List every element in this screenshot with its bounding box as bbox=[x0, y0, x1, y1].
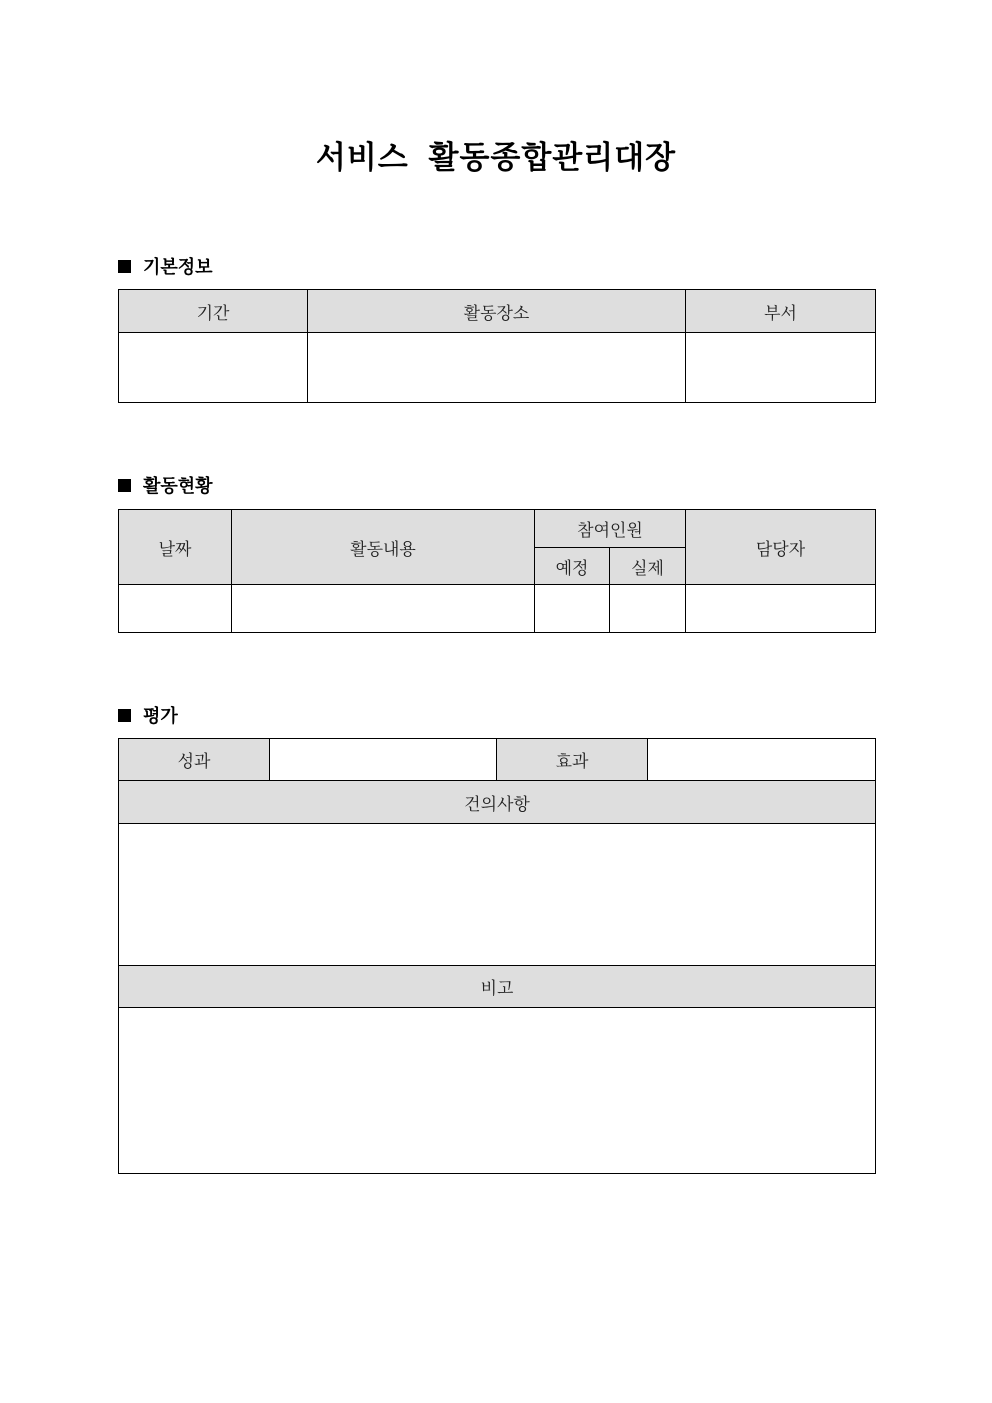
manager-field[interactable] bbox=[686, 585, 876, 633]
planned-field[interactable] bbox=[535, 585, 610, 633]
suggestions-field[interactable] bbox=[119, 824, 876, 966]
square-bullet-icon bbox=[118, 709, 131, 722]
manager-header: 담당자 bbox=[686, 510, 876, 585]
period-header: 기간 bbox=[119, 290, 308, 333]
location-header: 활동장소 bbox=[308, 290, 686, 333]
department-header: 부서 bbox=[686, 290, 876, 333]
section-title-evaluation: 평가 bbox=[143, 706, 178, 727]
result-field[interactable] bbox=[270, 739, 497, 781]
actual-field[interactable] bbox=[610, 585, 686, 633]
remarks-field[interactable] bbox=[119, 1008, 876, 1174]
participants-header: 참여인원 bbox=[535, 510, 686, 548]
document-title: 서비스 활동종합관리대장 bbox=[315, 140, 677, 176]
section-title-activity-status: 활동현황 bbox=[143, 476, 213, 497]
result-header: 성과 bbox=[119, 739, 270, 781]
square-bullet-icon bbox=[118, 260, 131, 273]
section-heading-activity-status bbox=[118, 472, 213, 498]
evaluation-table bbox=[118, 738, 876, 1174]
section-heading-basic-info bbox=[118, 253, 213, 279]
planned-header: 예정 bbox=[535, 548, 610, 585]
department-field[interactable] bbox=[686, 333, 876, 403]
section-heading-evaluation bbox=[118, 702, 178, 728]
date-header: 날짜 bbox=[119, 510, 232, 585]
basic-info-table bbox=[118, 289, 876, 403]
location-field[interactable] bbox=[308, 333, 686, 403]
suggestions-header: 건의사항 bbox=[119, 781, 876, 824]
remarks-header: 비고 bbox=[119, 966, 876, 1008]
effect-header: 효과 bbox=[497, 739, 648, 781]
date-field[interactable] bbox=[119, 585, 232, 633]
square-bullet-icon bbox=[118, 479, 131, 492]
period-field[interactable] bbox=[119, 333, 308, 403]
activity-content-header: 활동내용 bbox=[232, 510, 535, 585]
section-title-basic-info: 기본정보 bbox=[143, 257, 213, 278]
activity-status-table bbox=[118, 509, 876, 633]
activity-content-field[interactable] bbox=[232, 585, 535, 633]
effect-field[interactable] bbox=[648, 739, 876, 781]
actual-header: 실제 bbox=[610, 548, 686, 585]
